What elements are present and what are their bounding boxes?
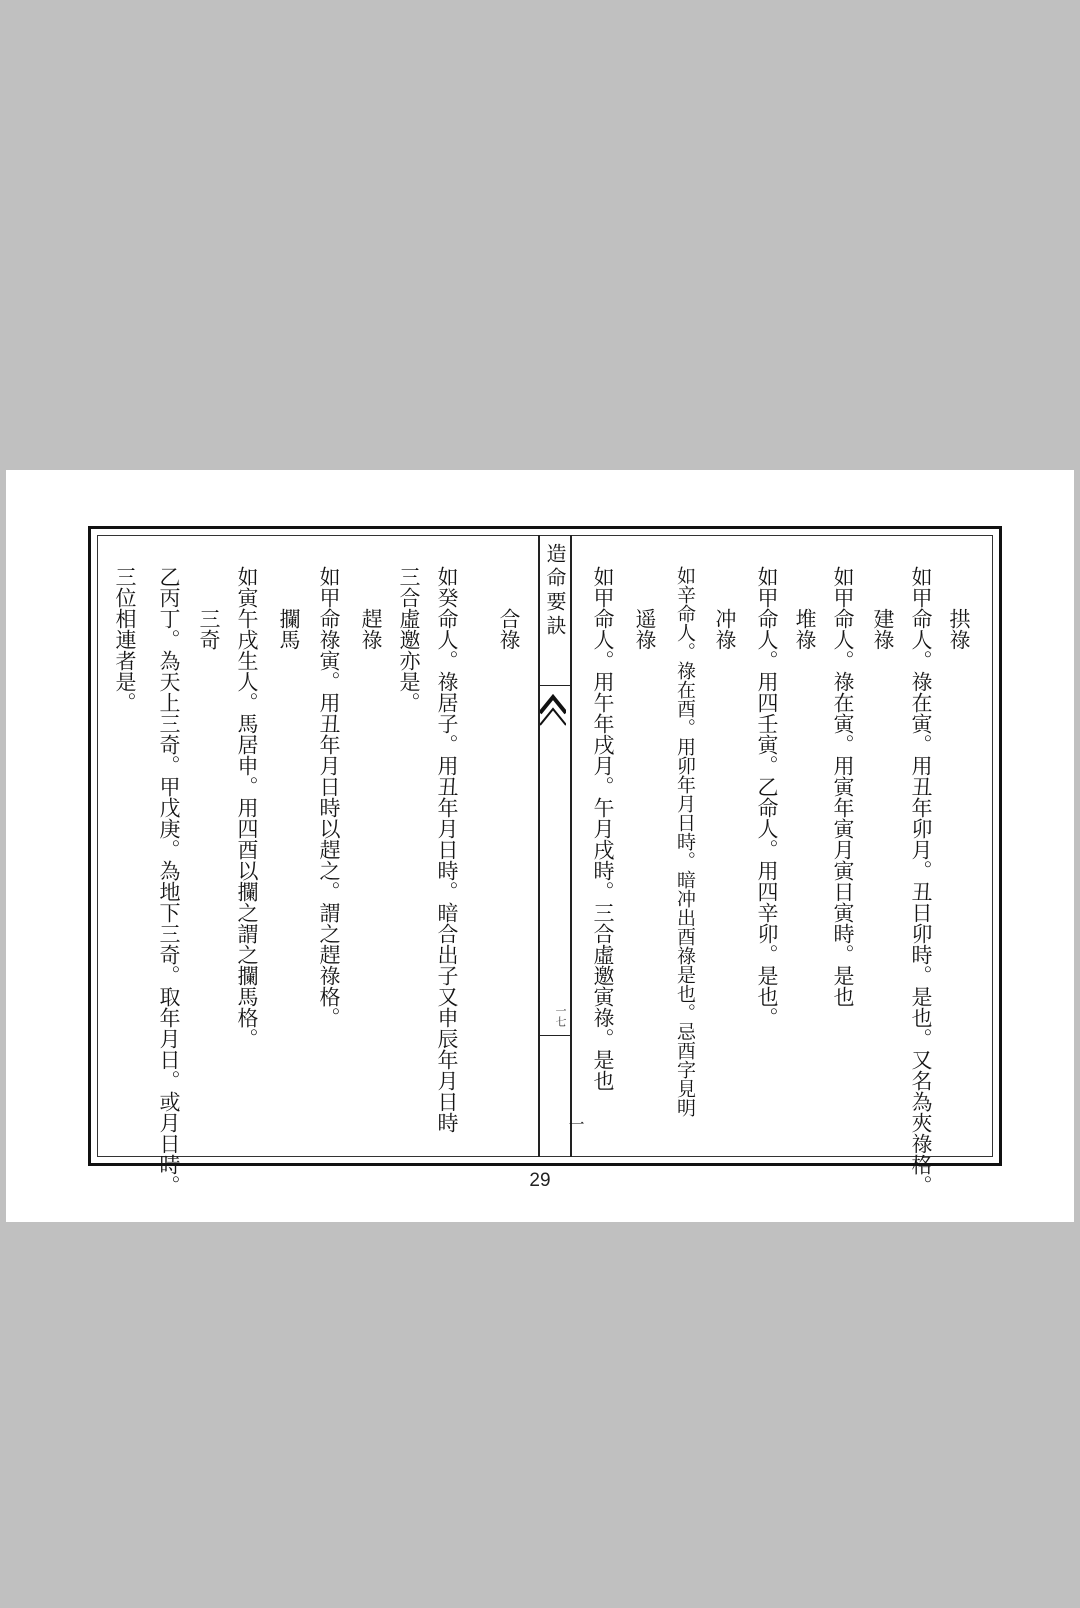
marginal-mark: 一 (566, 1116, 585, 1132)
heading-he-lu: 合祿 (497, 608, 521, 650)
text-line: 乙丙丁。為天上三奇。甲戊庚。為地下三奇。取年月日。或月日時。 (157, 566, 181, 1196)
left-page (98, 536, 538, 1196)
heading-yao-lu: 遥祿 (633, 608, 657, 650)
spine-divider (540, 1035, 570, 1036)
heading-dui-lu: 堆祿 (793, 608, 817, 650)
text-line: 三位相連者是。 (113, 566, 137, 713)
fishtail-ornament (540, 691, 570, 735)
heading-san-qi: 三奇 (197, 608, 221, 650)
spine-divider (540, 685, 570, 686)
text-line: 三合虛邀亦是。 (397, 566, 421, 713)
book-spine (538, 535, 572, 1157)
text-line: 如甲命人。用四壬寅。乙命人。用四辛卯。是也。 (755, 566, 779, 1028)
text-line: 如癸命人。祿居子。用丑年月日時。暗合出子又申辰年月日時 (435, 566, 459, 1133)
page-number: 29 (529, 1170, 551, 1191)
text-line: 如辛命人。祿在酉。用卯年月日時。暗冲出酉祿是也。忌酉字見明 (674, 566, 696, 1117)
text-line: 如甲命人。祿在寅。用寅年寅月寅日寅時。是也 (831, 566, 855, 1007)
heading-gan-lu: 趕祿 (359, 608, 383, 650)
heading-lan-ma: 攔馬 (277, 608, 301, 650)
heading-jian-lu: 建祿 (871, 608, 895, 650)
text-line: 如寅午戌生人。馬居申。用四酉以攔之謂之攔馬格。 (235, 566, 259, 1049)
text-line: 如甲命祿寅。用丑年月日時以趕之。謂之趕祿格。 (317, 566, 341, 1028)
heading-chong-lu: 冲祿 (713, 608, 737, 650)
text-line: 如甲命人。祿在寅。用丑年卯月。丑日卯時。是也。又名為夾祿格。 (909, 566, 933, 1196)
right-page (566, 536, 998, 1196)
spine-page-mark: 一七 (554, 1005, 567, 1027)
book-title: 造命要訣 (543, 543, 567, 639)
scanned-page (6, 470, 1074, 1222)
text-line: 如甲命人。用午年戌月。午月戌時。三合虛邀寅祿。是也 (591, 566, 615, 1091)
heading-gong-lu: 拱祿 (947, 608, 971, 650)
